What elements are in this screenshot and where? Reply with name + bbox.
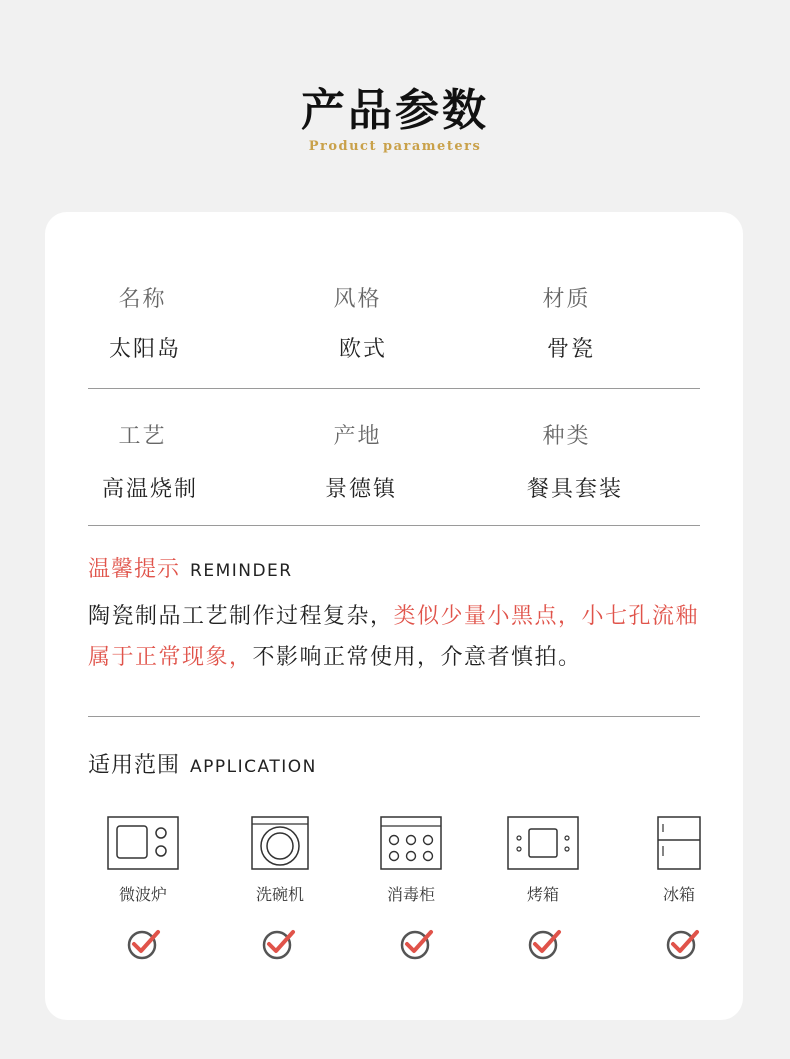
- param-label: 种类: [542, 424, 591, 449]
- param-style: [310, 282, 405, 313]
- param-craft-value-wrap: [85, 472, 215, 503]
- application-label: 消毒柜: [386, 885, 435, 904]
- reminder-text-prefix: 陶瓷制品工艺制作过程复杂，: [88, 604, 394, 629]
- param-value: 太阳岛: [108, 337, 181, 362]
- application-label: 冰箱: [662, 885, 695, 904]
- application-label: 烤箱: [526, 885, 559, 904]
- dishwasher-icon: [251, 816, 309, 870]
- parameters-card: [45, 212, 743, 1020]
- reminder-heading: [88, 552, 293, 583]
- param-value: 欧式: [338, 337, 387, 362]
- application-item-fridge: [629, 816, 729, 905]
- application-label: 微波炉: [118, 885, 167, 904]
- application-item-dishwasher: [230, 816, 330, 905]
- param-category: [519, 419, 614, 450]
- application-item-oven: [493, 816, 593, 905]
- param-value: 景德镇: [324, 477, 397, 502]
- param-value: 骨瓷: [546, 337, 595, 362]
- application-heading: [88, 748, 317, 779]
- param-craft: [95, 419, 190, 450]
- check-icon: [124, 926, 164, 962]
- reminder-text-highlight: 类似少量小黑点，小七孔流釉属于正常现象，: [88, 604, 700, 670]
- param-value: 高温烧制: [101, 477, 198, 502]
- param-label: 产地: [333, 424, 382, 449]
- sterilizer-icon: [380, 816, 442, 870]
- divider: [88, 716, 700, 717]
- param-value: 餐具套装: [526, 477, 623, 502]
- application-title: 适用范围: [88, 753, 181, 778]
- divider: [88, 525, 700, 526]
- param-label: 材质: [542, 287, 591, 312]
- application-item-microwave: [93, 816, 193, 905]
- param-material-value-wrap: [516, 332, 626, 363]
- page-title: 产品参数: [301, 85, 489, 136]
- application-item-sterilizer: [361, 816, 461, 905]
- reminder-title-en: REMINDER: [190, 561, 293, 581]
- param-label: 名称: [118, 287, 167, 312]
- param-label: 工艺: [118, 424, 167, 449]
- microwave-icon: [107, 816, 179, 870]
- divider: [88, 388, 700, 389]
- param-origin: [310, 419, 405, 450]
- check-icon: [397, 926, 437, 962]
- page-subtitle: Product parameters: [308, 139, 482, 154]
- param-label: 风格: [333, 287, 382, 312]
- header: [0, 0, 790, 200]
- reminder-text: [88, 596, 718, 678]
- application-label: 洗碗机: [255, 885, 304, 904]
- application-title-en: APPLICATION: [190, 757, 317, 777]
- param-name-value-wrap: [90, 332, 200, 363]
- check-icon: [663, 926, 703, 962]
- check-icon: [259, 926, 299, 962]
- param-origin-value-wrap: [301, 472, 421, 503]
- reminder-title: 温馨提示: [88, 557, 181, 582]
- fridge-icon: [657, 816, 701, 870]
- oven-icon: [507, 816, 579, 870]
- param-category-value-wrap: [506, 472, 644, 503]
- param-style-value-wrap: [308, 332, 418, 363]
- check-icon: [525, 926, 565, 962]
- param-name: [95, 282, 190, 313]
- param-material: [519, 282, 614, 313]
- reminder-text-suffix: 不影响正常使用，介意者慎拍。: [252, 645, 582, 670]
